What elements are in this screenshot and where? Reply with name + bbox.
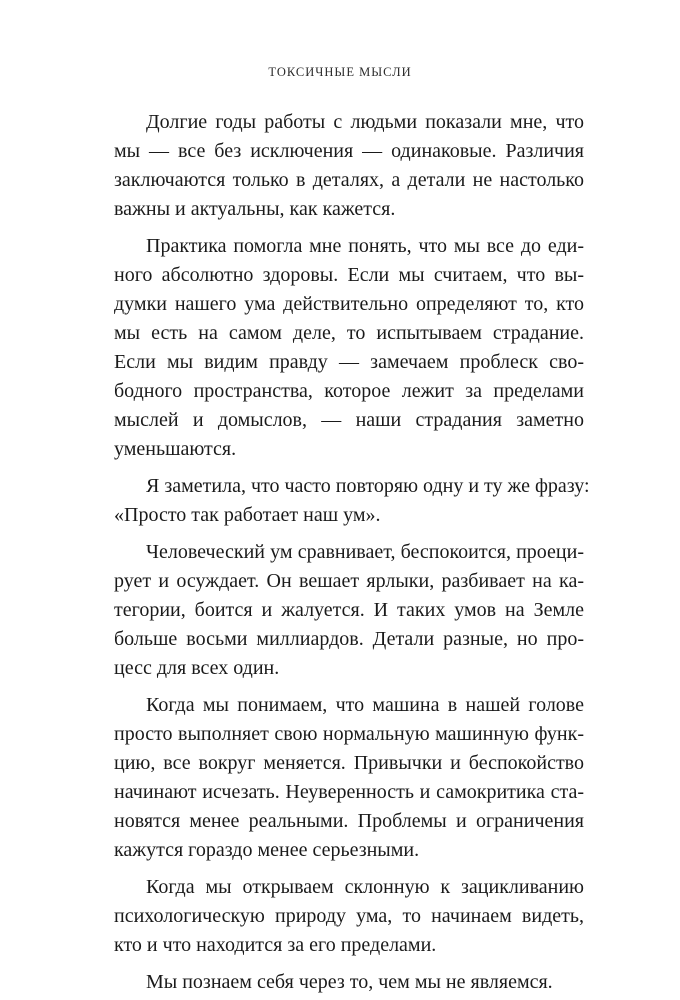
paragraph — [114, 108, 584, 224]
text-line: кто и что находится за его пределами. — [114, 934, 437, 956]
paragraph — [114, 538, 584, 683]
text-line: Когда мы понимаем, что машина в нашей голове — [146, 694, 584, 716]
text-line: мыслей и домыслов, — наши страдания заметно — [114, 409, 584, 431]
text-line: психологическую природу ума, то начинаем видеть, — [114, 905, 584, 927]
text-line: Когда мы открываем склонную к зацикливанию — [146, 876, 584, 898]
text-line: Долгие годы работы с людьми показали мне, что — [146, 111, 584, 133]
text-line: ного абсолютно здоровы. Если мы считаем, что вы- — [114, 264, 584, 286]
paragraph — [114, 691, 584, 865]
text-line: тегории, боится и жалуется. И таких умов на Земле — [114, 599, 584, 621]
text-line: начинают исчезать. Неуверенность и самокритика ста- — [114, 781, 584, 803]
paragraph-gap — [114, 960, 584, 968]
paragraph — [114, 873, 584, 960]
text-line: просто выполняет свою нормальную машинную функ- — [114, 723, 584, 745]
text-line: Я заметила, что часто повторяю одну и ту же фразу: — [146, 475, 590, 497]
text-line: Если мы видим правду — замечаем проблеск сво- — [114, 351, 584, 373]
paragraph — [114, 472, 590, 530]
paragraph-gap — [114, 464, 584, 472]
text-line: цесс для всех один. — [114, 657, 280, 679]
text-line: Человеческий ум сравнивает, беспокоится, проеци- — [146, 541, 584, 563]
paragraph-gap — [114, 683, 584, 691]
text-line: «Просто так работает наш ум». — [114, 504, 381, 526]
text-line: бодного пространства, которое лежит за пределами — [114, 380, 584, 402]
paragraph-gap — [114, 865, 584, 873]
paragraph-gap — [114, 224, 584, 232]
paragraph — [114, 968, 584, 997]
text-line: Мы познаем себя через то, чем мы не являемся. — [146, 971, 553, 993]
running-title: ТОКСИЧНЫЕ МЫСЛИ — [268, 65, 412, 79]
text-line: больше восьми миллиардов. Детали разные, но про- — [114, 628, 584, 650]
text-line: думки нашего ума действительно определяют то, кто — [114, 293, 584, 315]
text-line: мы — все без исключения — одинаковые. Различия — [114, 140, 584, 162]
text-line: кажутся гораздо менее серьезными. — [114, 839, 420, 861]
body-text — [114, 108, 590, 997]
paragraph — [114, 232, 584, 464]
text-line: уменьшаются. — [114, 438, 237, 460]
text-line: рует и осуждает. Он вешает ярлыки, разбивает на ка- — [114, 570, 584, 592]
paragraph-gap — [114, 530, 584, 538]
text-line: мы есть на самом деле, то испытываем страдание. — [114, 322, 584, 344]
text-line: важны и актуальны, как кажется. — [114, 198, 396, 220]
text-line: заключаются только в деталях, а детали не настолько — [114, 169, 584, 191]
text-line: Практика помогла мне понять, что мы все до еди- — [146, 235, 584, 257]
text-line: новятся менее реальными. Проблемы и ограничения — [114, 810, 584, 832]
text-line: цию, все вокруг меняется. Привычки и беспокойство — [114, 752, 584, 774]
